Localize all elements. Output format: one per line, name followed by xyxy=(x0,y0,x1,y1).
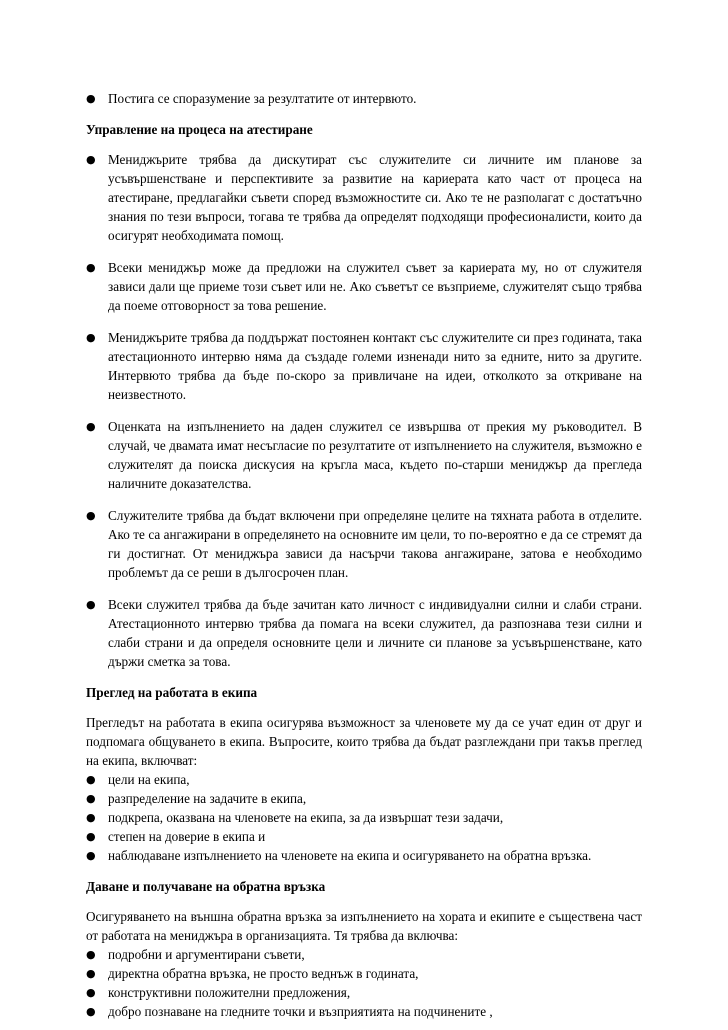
bullet-icon: ● xyxy=(86,92,96,105)
list-item xyxy=(86,846,642,865)
feedback-list xyxy=(86,945,642,1021)
bullet-icon: ● xyxy=(86,420,96,433)
list-item-text: наблюдаване изпълнението на членовете на екипа и осигуряването на обратна връзка. xyxy=(108,848,592,863)
feedback-paragraph: Осигуряването на външна обратна връзка за изпълнението на хората и екипите е съществена част от работата на мениджъра в организацията. Тя трябва да включва: xyxy=(86,909,642,943)
list-item-text: Всеки служител трябва да бъде зачитан като личност с индивидуални силни и слаби страни. Атестационното интервю трябва да помага на всеки служител, да разпознава тези силни и слаби страни и да определя основните цели и личните си планове за усъвършенстване, като държи сметка за това. xyxy=(108,597,642,669)
bullet-icon: ● xyxy=(86,849,96,862)
list-item-text: Служителите трябва да бъдат включени при определяне целите на тяхната работа в отделите. Ако те са ангажирани в определянето на основните им цели, то по-вероятно е да се стремят да ги достигнат. От мениджъра зависи да насърчи такова ангажиране, затова е необходимо проблемът да се реши в дългосрочен план. xyxy=(108,508,642,580)
intro-list xyxy=(86,89,642,108)
list-item-text: подкрепа, оказвана на членовете на екипа, за да извършат тези задачи, xyxy=(108,810,504,825)
bullet-icon: ● xyxy=(86,261,96,274)
list-item xyxy=(86,945,642,964)
bullet-icon: ● xyxy=(86,967,96,980)
list-item xyxy=(86,770,642,789)
bullet-icon: ● xyxy=(86,509,96,522)
list-item xyxy=(86,506,642,582)
list-item xyxy=(86,417,642,493)
list-item-text: директна обратна връзка, не просто веднъж в годината, xyxy=(108,966,419,981)
bullet-icon: ● xyxy=(86,986,96,999)
section-heading-team-review: Преглед на работата в екипа xyxy=(86,685,258,700)
bullet-icon: ● xyxy=(86,811,96,824)
bullet-icon: ● xyxy=(86,1005,96,1018)
appraisal-management-list xyxy=(86,150,642,671)
bullet-icon: ● xyxy=(86,153,96,166)
list-item xyxy=(86,1002,642,1021)
document-page xyxy=(86,89,642,1021)
list-item-text: цели на екипа, xyxy=(108,772,190,787)
bullet-icon: ● xyxy=(86,830,96,843)
list-item xyxy=(86,827,642,846)
list-item-text: Постига се споразумение за резултатите от интервюто. xyxy=(108,91,417,106)
list-item xyxy=(86,150,642,245)
list-item-text: разпределение на задачите в екипа, xyxy=(108,791,307,806)
section-heading-appraisal-management: Управление на процеса на атестиране xyxy=(86,122,313,137)
list-item-text: Оценката на изпълнението на даден служител се извършва от прекия му ръководител. В случай, че двамата имат несъгласие по резултатите от изпълнението на служителя, възможно е служителят да поиска дискусия на кръгла маса, където по-старши мениджър да прегледа наличните доказателства. xyxy=(108,419,642,491)
list-item xyxy=(86,258,642,315)
list-item xyxy=(86,808,642,827)
list-item-text: Мениджърите трябва да дискутират със служителите си личните им планове за усъвършенстване и перспективите за развитие на кариерата като част от процеса на атестиране, предлагайки съвети според възможностите си. Ако те не разполагат с достатъчно знания по тези въпроси, тогава те трябва да определят подходящи професионалисти, които да осигурят необходимата помощ. xyxy=(108,152,642,243)
list-item xyxy=(86,983,642,1002)
bullet-icon: ● xyxy=(86,598,96,611)
team-review-list xyxy=(86,770,642,865)
list-item xyxy=(86,964,642,983)
team-review-paragraph: Прегледът на работата в екипа осигурява възможност за членовете му да се учат един от друг и подпомага общуването в екипа. Въпросите, които трябва да бъдат разглеждани при такъв преглед на екипа, включват: xyxy=(86,715,642,768)
list-item-text: Мениджърите трябва да поддържат постоянен контакт със служителите си през годината, така атестационното интервю няма да създаде големи изненади нито за едните, нито за другите. Интервюто трябва да бъде по-скоро за привличане на идеи, отколкото за откриване на неизвестното. xyxy=(108,330,642,402)
bullet-icon: ● xyxy=(86,792,96,805)
bullet-icon: ● xyxy=(86,331,96,344)
list-item-text: подробни и аргументирани съвети, xyxy=(108,947,305,962)
list-item-text: Всеки мениджър може да предложи на служител съвет за кариерата му, но от служителя зависи дали ще приеме този съвет или не. Ако съветът се възприеме, служителят също трябва да поеме отговорност за това решение. xyxy=(108,260,642,313)
list-item xyxy=(86,595,642,671)
bullet-icon: ● xyxy=(86,773,96,786)
list-item-text: добро познаване на гледните точки и възприятията на подчинените , xyxy=(108,1004,493,1019)
section-heading-feedback: Даване и получаване на обратна връзка xyxy=(86,879,326,894)
list-item-text: конструктивни положителни предложения, xyxy=(108,985,351,1000)
list-item-text: степен на доверие в екипа и xyxy=(108,829,266,844)
list-item xyxy=(86,89,642,108)
bullet-icon: ● xyxy=(86,948,96,961)
list-item xyxy=(86,328,642,404)
list-item xyxy=(86,789,642,808)
